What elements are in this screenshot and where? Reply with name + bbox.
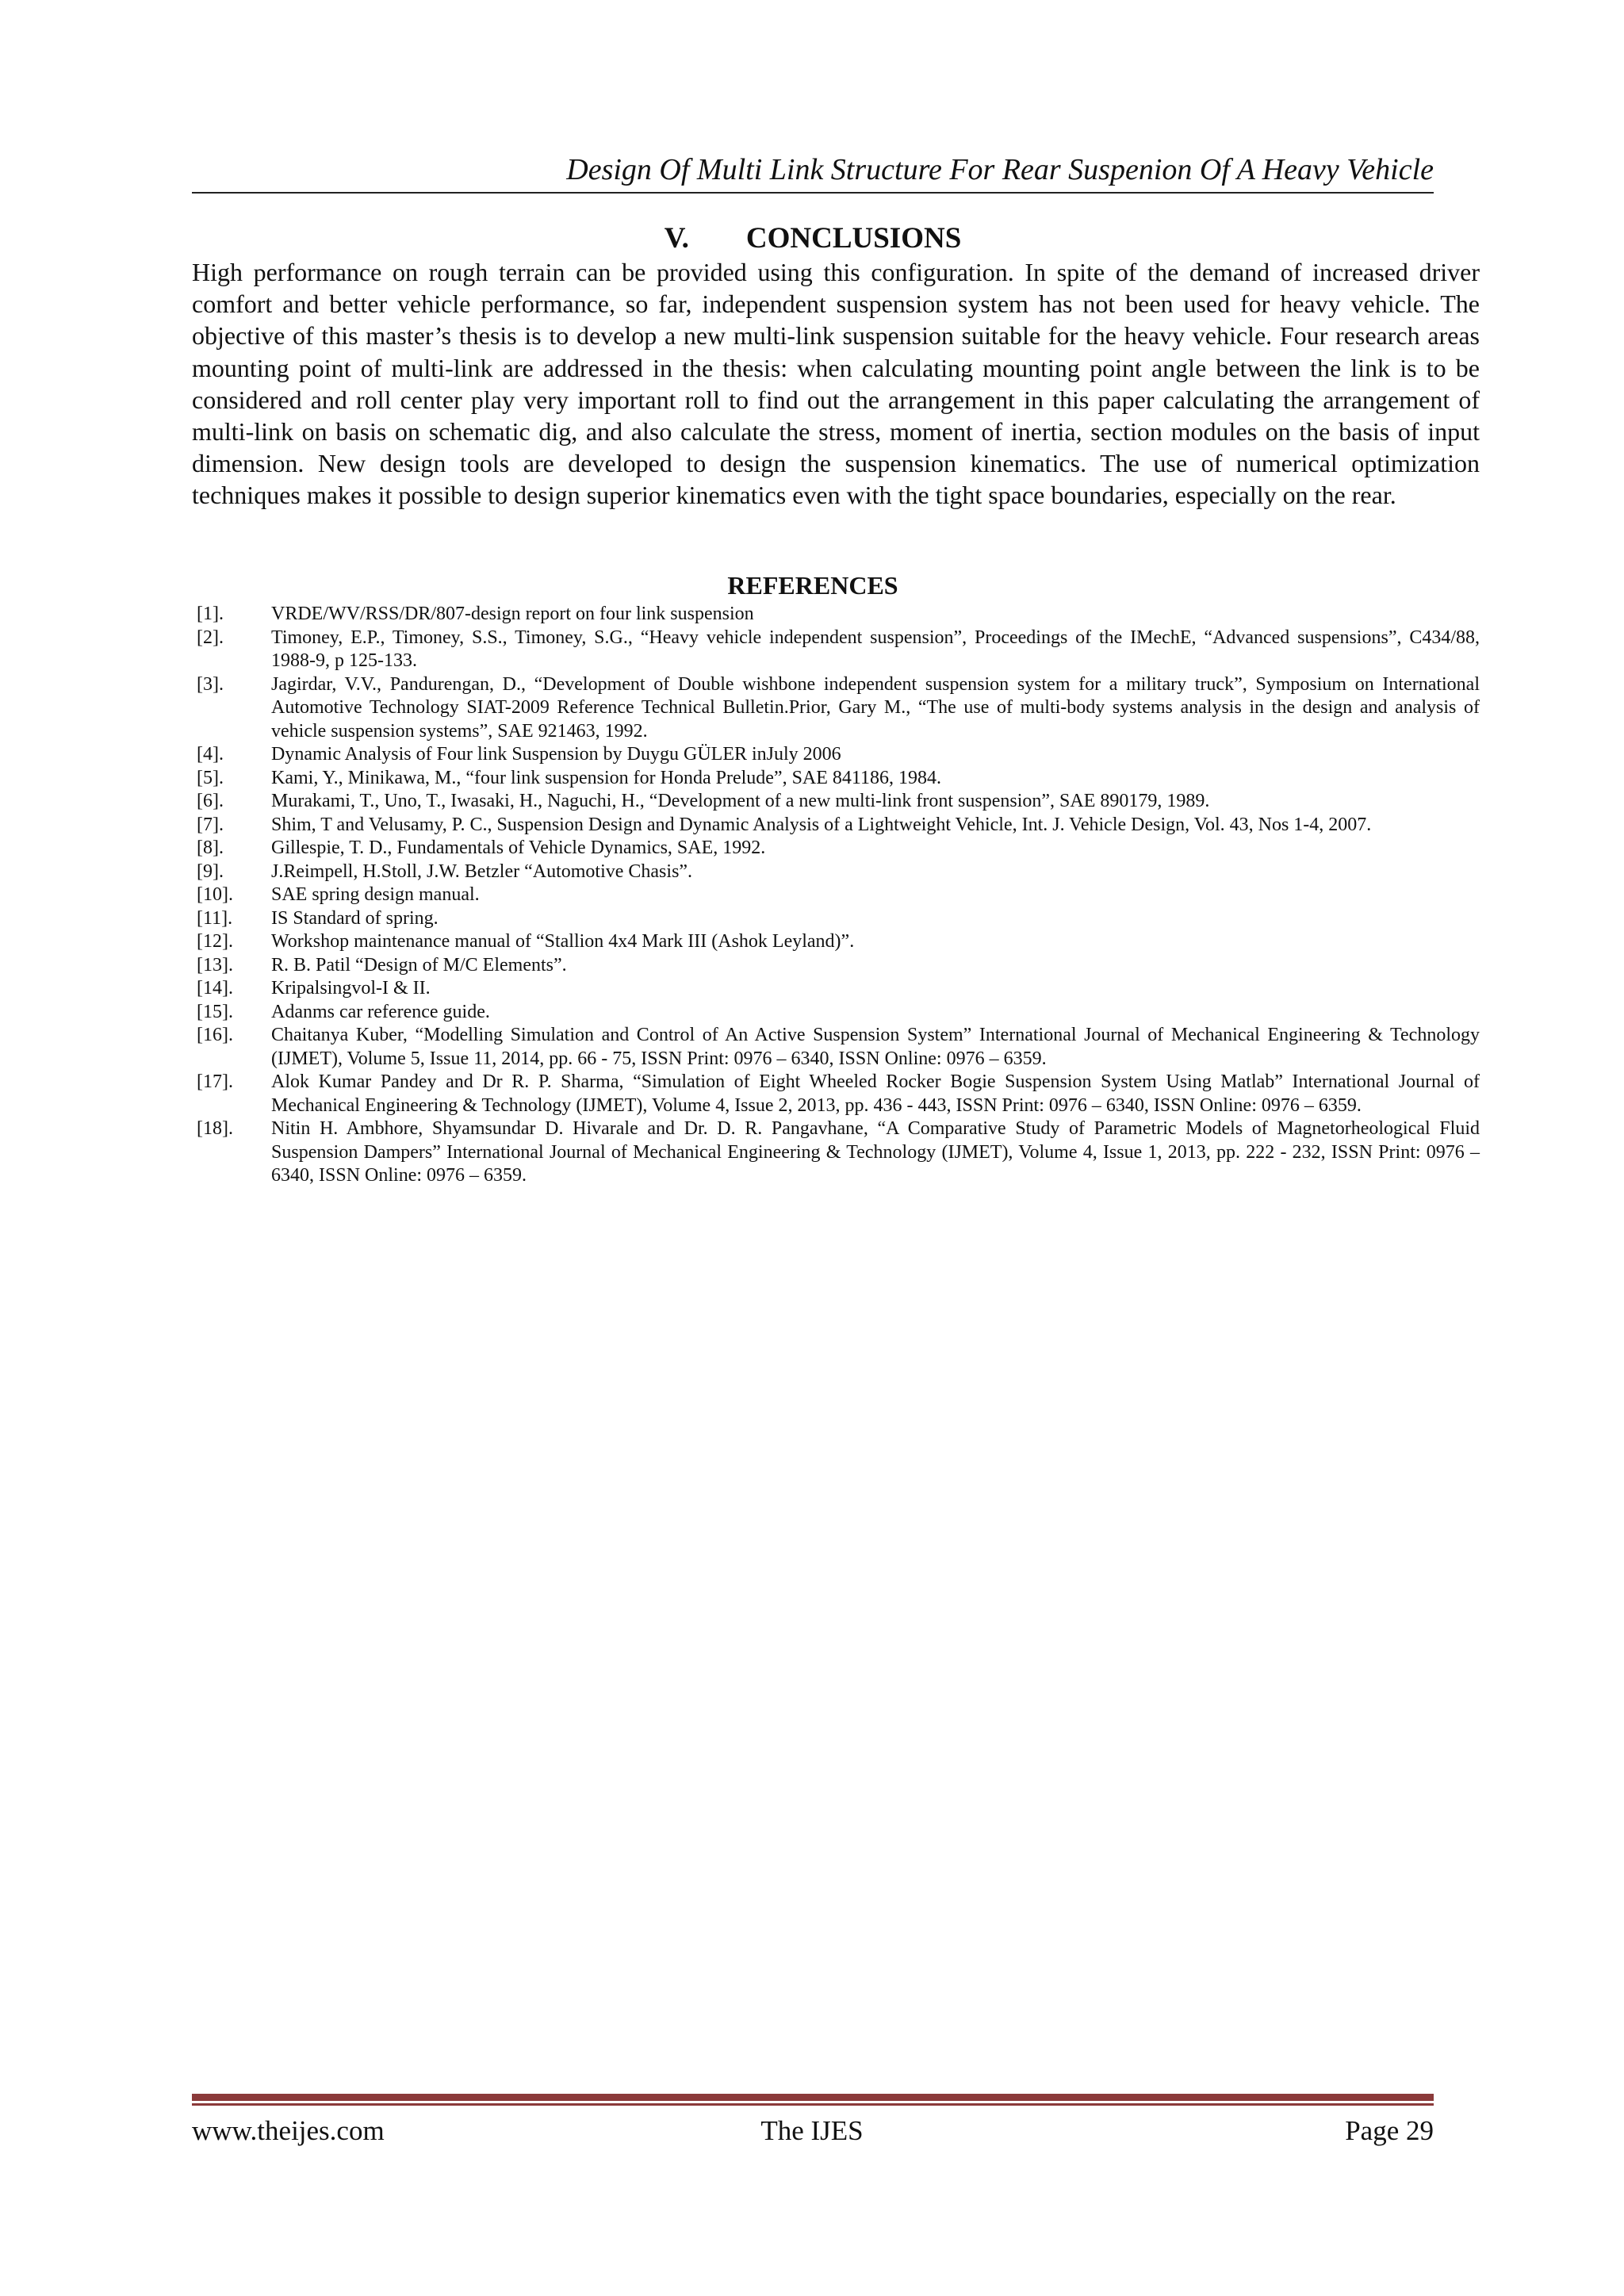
reference-text: Workshop maintenance manual of “Stallion 4x4 Mark III (Ashok Leyland)”. [271,931,855,952]
footer-page-number: Page 29 [1345,2115,1434,2146]
reference-number: [16]. [197,1025,233,1045]
conclusions-paragraph: High performance on rough terrain can be provided using this configuration. In spite of the demand of increased driver comfort and better vehicle performance, so far, independent suspension system has not been used for heavy vehicle. The objective of this master’s thesis is to develop a new multi-link suspension suitable for the heavy vehicle. Four research areas mounting point of multi-link are addressed in the thesis: when calculating mounting point angle between the link is to be considered and roll center play very important roll to find out the arrangement in this paper calculating the arrangement of multi-link on basis on schematic dig, and also calculate the stress, moment of inertia, section modules on the basis of input dimension. New design tools are developed to design the suspension kinematics. The use of numerical optimization techniques makes it possible to design superior kinematics even with the tight space boundaries, especially on the rear. [192,258,1480,510]
reference-item [197,814,1480,838]
header-rule [192,192,1434,194]
footer-rule-thin [192,2103,1434,2106]
reference-text: Nitin H. Ambhore, Shyamsundar D. Hivarale and Dr. D. R. Pangavhane, “A Comparative Study of Parametric Models of Magnetorheological Fluid Suspension Dampers” International Journal of Mechanical Engineering & Technology (IJMET), Volume 4, Issue 1, 2013, pp. 222 - 232, ISSN Print: 0976 – 6340, ISSN Online: 0976 – 6359. [271,1118,1480,1186]
footer-website: www.theijes.com [192,2115,385,2146]
reference-text: SAE spring design manual. [271,884,480,905]
reference-item [197,767,1480,791]
section-heading-conclusions [192,220,1434,257]
reference-number: [3]. [197,673,224,695]
reference-number: [12]. [197,931,233,952]
reference-number: [10]. [197,884,233,905]
reference-text: Timoney, E.P., Timoney, S.S., Timoney, S.G., “Heavy vehicle independent suspension”, Proceedings of the IMechE, “Advanced suspensions”, C434/88, 1988-9, p 125-133. [271,627,1480,671]
reference-number: [15]. [197,1001,233,1022]
reference-text: Murakami, T., Uno, T., Iwasaki, H., Naguchi, H., “Development of a new multi-link front suspension”, SAE 890179, 1989. [271,791,1210,811]
reference-item [197,954,1480,978]
footer-journal: The IJES [760,2115,864,2146]
reference-number: [7]. [197,814,224,835]
reference-item [197,977,1480,1001]
reference-item [197,1117,1480,1188]
reference-item [197,907,1480,931]
reference-item [197,603,1480,627]
reference-item [197,1071,1480,1117]
reference-number: [5]. [197,767,224,788]
reference-item [197,861,1480,884]
reference-number: [13]. [197,954,233,976]
reference-item [197,837,1480,861]
reference-text: R. B. Patil “Design of M/C Elements”. [271,954,567,976]
reference-item [197,743,1480,767]
reference-item [197,1024,1480,1071]
reference-text: Adanms car reference guide. [271,1001,490,1022]
reference-number: [2]. [197,627,224,648]
reference-text: Chaitanya Kuber, “Modelling Simulation and Control of An Active Suspension System” International Journal of Mechanical Engineering & Technology (IJMET), Volume 5, Issue 11, 2014, pp. 66 - 75, ISSN Print: 0976 – 6340, ISSN Online: 0976 – 6359. [271,1025,1480,1069]
reference-number: [17]. [197,1071,233,1092]
reference-number: [1]. [197,604,224,624]
reference-number: [14]. [197,978,233,999]
reference-item [197,627,1480,673]
reference-number: [8]. [197,838,224,858]
reference-number: [11]. [197,907,233,929]
reference-text: J.Reimpell, H.Stoll, J.W. Betzler “Automotive Chasis”. [271,861,693,882]
reference-text: Alok Kumar Pandey and Dr R. P. Sharma, “Simulation of Eight Wheeled Rocker Bogie Suspension System Using Matlab” International Journal of Mechanical Engineering & Technology (IJMET), Volume 4, Issue 2, 2013, pp. 436 - 443, ISSN Print: 0976 – 6340, ISSN Online: 0976 – 6359. [271,1071,1480,1116]
reference-text: Jagirdar, V.V., Pandurengan, D., “Development of Double wishbone independent suspension system for a military truck”, Symposium on International Automotive Technology SIAT-2009 Reference Technical Bulletin.Prior, Gary M., “The use of multi-body systems analysis in the design and analysis of vehicle suspension systems”, SAE 921463, 1992. [271,673,1480,742]
reference-item [197,1001,1480,1025]
reference-number: [6]. [197,791,224,811]
reference-list [197,603,1480,1188]
reference-text: Gillespie, T. D., Fundamentals of Vehicle Dynamics, SAE, 1992. [271,838,766,858]
reference-text: Kami, Y., Minikawa, M., “four link suspension for Honda Prelude”, SAE 841186, 1984. [271,767,942,788]
reference-number: [9]. [197,861,224,882]
reference-text: IS Standard of spring. [271,907,439,929]
reference-item [197,884,1480,907]
reference-text: Shim, T and Velusamy, P. C., Suspension Design and Dynamic Analysis of a Lightweight Vehicle, Int. J. Vehicle Design, Vol. 43, Nos 1-4, 2007. [271,814,1372,835]
reference-number: [4]. [197,744,224,765]
running-header: Design Of Multi Link Structure For Rear Suspenion Of A Heavy Vehicle [566,153,1434,186]
reference-text: VRDE/WV/RSS/DR/807-design report on four link suspension [271,604,754,624]
reference-number: [18]. [197,1118,233,1139]
section-number: V. [664,222,689,255]
reference-item [197,790,1480,814]
references-heading: REFERENCES [727,571,898,600]
footer-rule-thick [192,2094,1434,2101]
reference-text: Kripalsingvol-I & II. [271,978,431,999]
section-title: CONCLUSIONS [745,222,962,255]
reference-item [197,930,1480,954]
reference-item [197,673,1480,744]
reference-text: Dynamic Analysis of Four link Suspension by Duygu GÜLER inJuly 2006 [271,744,841,765]
